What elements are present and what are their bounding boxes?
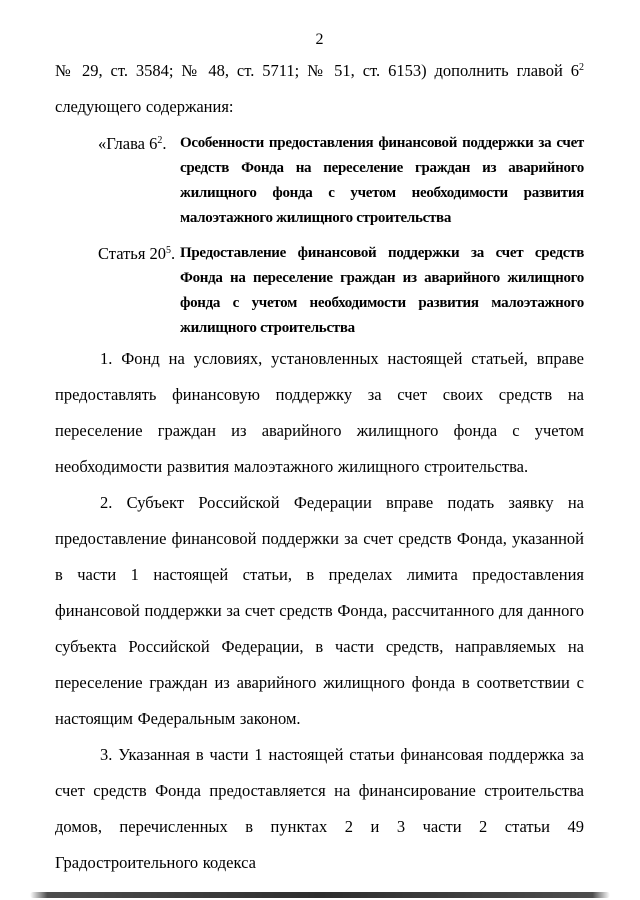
chapter-heading-block [55,131,584,231]
article-label-prefix: Статья 20 [98,244,167,263]
article-heading-block [55,241,584,341]
law-paragraph-1: 1. Фонд на условиях, установленных настоящей статьей, вправе предоставлять финансовую поддержку за счет своих средств на переселение граждан из аварийного жилищного фонда с учетом необходимости развития малоэтажного жилищного строительства. [55,349,584,476]
law-paragraph-2: 2. Субъект Российской Федерации вправе подать заявку на предоставление финансовой поддержки за счет средств Фонда, указанной в части 1 настоящей статьи, в пределах лимита предоставления финансовой поддержки за счет средств Фонда, рассчитанного для данного субъекта Российской Федерации, в части средств, направляемых на переселение граждан из аварийного жилищного фонда в соответствии с настоящим Федеральным законом. [55,493,584,728]
intro-text-end: следующего содержания: [55,97,234,116]
chapter-label-suffix: . [162,134,167,153]
law-paragraph-3: 3. Указанная в части 1 настоящей статьи финансовая поддержка за счет средств Фонда предоставляется на финансирование строительства домов, перечисленных в пунктах 2 и 3 части 2 статьи 49 Градостроительного кодекса [55,745,584,872]
page-number: 2 [315,31,324,48]
chapter-title: Особенности предоставления финансовой поддержки за счет средств Фонда на переселение граждан из аварийного жилищного фонда с учетом необходимости развития малоэтажного жилищного строительства [180,135,584,226]
chapter-label [98,131,180,156]
chapter-number-superscript: 2 [157,135,163,146]
intro-text-start: № 29, ст. 3584; № 48, ст. 5711; № 51, ст. 6153) дополнить главой 6 [55,61,579,80]
article-number-superscript: 5 [166,245,172,256]
intro-paragraph [55,53,584,125]
page-bottom-edge-shadow [30,892,610,898]
intro-superscript: 2 [579,62,584,73]
article-label [98,241,180,266]
article-title: Предоставление финансовой поддержки за счет средств Фонда на переселение граждан из аварийного жилищного фонда с учетом необходимости развития малоэтажного жилищного строительства [180,245,584,336]
chapter-label-prefix: «Глава 6 [98,134,158,153]
article-label-suffix: . [171,244,176,263]
